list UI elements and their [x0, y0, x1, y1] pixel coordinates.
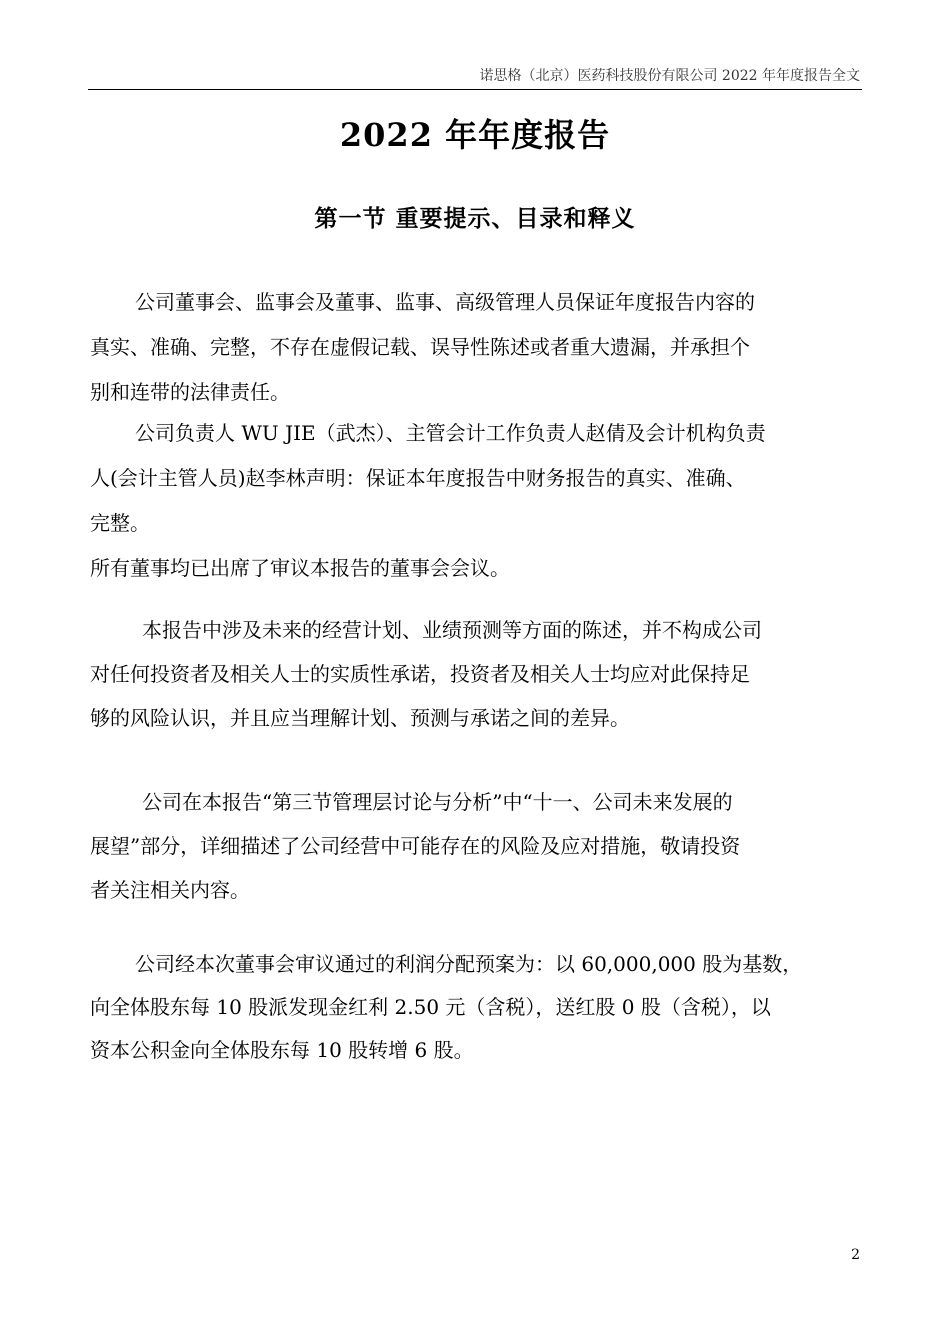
- paragraph-line: 公司董事会、监事会及董事、监事、高级管理人员保证年度报告内容的: [135, 290, 755, 314]
- paragraph-line: 资本公积金向全体股东每 10 股转增 6 股。: [90, 1038, 474, 1062]
- paragraph-profit-distribution: [90, 943, 860, 1072]
- paragraph-line: 公司经本次董事会审议通过的利润分配预案为：以 60,000,000 股为基数，: [135, 952, 803, 976]
- paragraph-line: 公司在本报告“第三节管理层讨论与分析”中“十一、公司未来发展的: [142, 790, 733, 814]
- header-rule: [88, 89, 862, 90]
- paragraph-line: 本报告中涉及未来的经营计划、业绩预测等方面的陈述，并不构成公司: [142, 618, 762, 642]
- paragraph-risk: [90, 780, 860, 912]
- paragraph-attendance: [90, 548, 860, 588]
- paragraph-line: 别和连带的法律责任。: [90, 380, 290, 404]
- paragraph-line: 向全体股东每 10 股派发现金红利 2.50 元（含税），送红股 0 股（含税），以: [90, 995, 771, 1019]
- paragraph-line: 真实、准确、完整，不存在虚假记载、误导性陈述或者重大遗漏，并承担个: [90, 335, 750, 359]
- paragraph-responsibility: [90, 280, 860, 415]
- paragraph-line: 展望”部分，详细描述了公司经营中可能存在的风险及应对措施，敬请投资: [90, 834, 741, 858]
- paragraph-line: 够的风险认识，并且应当理解计划、预测与承诺之间的差异。: [90, 706, 630, 730]
- running-header: 诺思格（北京）医药科技股份有限公司 2022 年年度报告全文: [479, 68, 860, 84]
- section-heading: 第一节 重要提示、目录和释义: [314, 205, 636, 232]
- paragraph-line: 所有董事均已出席了审议本报告的董事会会议。: [90, 556, 510, 580]
- paragraph-forward-looking: [90, 608, 860, 740]
- paragraph-declaration: [90, 411, 860, 546]
- document-title: 2022 年年度报告: [339, 116, 611, 154]
- paragraph-line: 公司负责人 WU JIE（武杰）、主管会计工作负责人赵倩及会计机构负责: [135, 421, 766, 445]
- paragraph-line: 者关注相关内容。: [90, 878, 250, 902]
- paragraph-line: 完整。: [90, 511, 150, 535]
- paragraph-line: 对任何投资者及相关人士的实质性承诺，投资者及相关人士均应对此保持足: [90, 662, 750, 686]
- page-number: 2: [851, 1247, 860, 1263]
- paragraph-line: 人(会计主管人员)赵李林声明：保证本年度报告中财务报告的真实、准确、: [90, 466, 746, 490]
